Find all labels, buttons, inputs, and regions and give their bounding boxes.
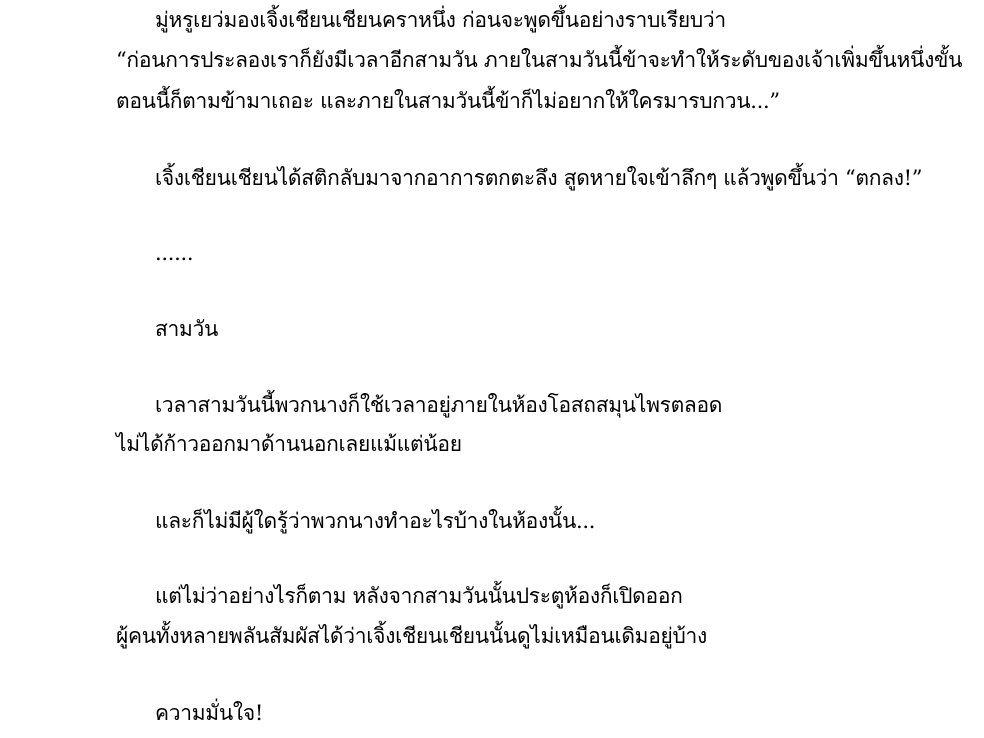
paragraph-1-line-3: ตอนนี้ก็ตามข้ามาเถอะ และภายในสามวันนี้ข้าก็ไม่อยากให้ใครมารบกวน...” — [116, 89, 780, 113]
paragraph-3-ellipsis: ...... — [155, 241, 194, 265]
paragraph-4-line-1: สามวัน — [155, 317, 219, 341]
paragraph-7-line-2: ผู้คนทั้งหลายพลันสัมผัสได้ว่าเจิ้งเชียนเชียนนั้นดูไม่เหมือนเดิมอยู่บ้าง — [116, 624, 707, 648]
paragraph-1-line-1: มู่หรูเยว่มองเจิ้งเชียนเชียนคราหนึ่ง ก่อนจะพูดขึ้นอย่างราบเรียบว่า — [155, 8, 726, 32]
paragraph-5-line-1: เวลาสามวันนี้พวกนางก็ใช้เวลาอยู่ภายในห้องโอสถสมุนไพรตลอด — [155, 393, 723, 417]
paragraph-6-line-1: และก็ไม่มีผู้ใดรู้ว่าพวกนางทำอะไรบ้างในห้องนั้น... — [155, 509, 596, 533]
paragraph-8-line-1: ความมั่นใจ! — [155, 701, 263, 725]
paragraph-1-line-2: “ก่อนการประลองเราก็ยังมีเวลาอีกสามวัน ภายในสามวันนี้ข้าจะทำให้ระดับของเจ้าเพิ่มขึ้นหนึ่งขั้น — [116, 48, 963, 72]
paragraph-2-line-1: เจิ้งเชียนเชียนได้สติกลับมาจากอาการตกตะลึง สูดหายใจเข้าลึกๆ แล้วพูดขึ้นว่า “ตกลง!” — [155, 166, 923, 190]
paragraph-5-line-2: ไม่ได้ก้าวออกมาด้านนอกเลยแม้แต่น้อย — [116, 432, 462, 456]
paragraph-7-line-1: แต่ไม่ว่าอย่างไรก็ตาม หลังจากสามวันนั้นประตูห้องก็เปิดออก — [155, 584, 683, 608]
